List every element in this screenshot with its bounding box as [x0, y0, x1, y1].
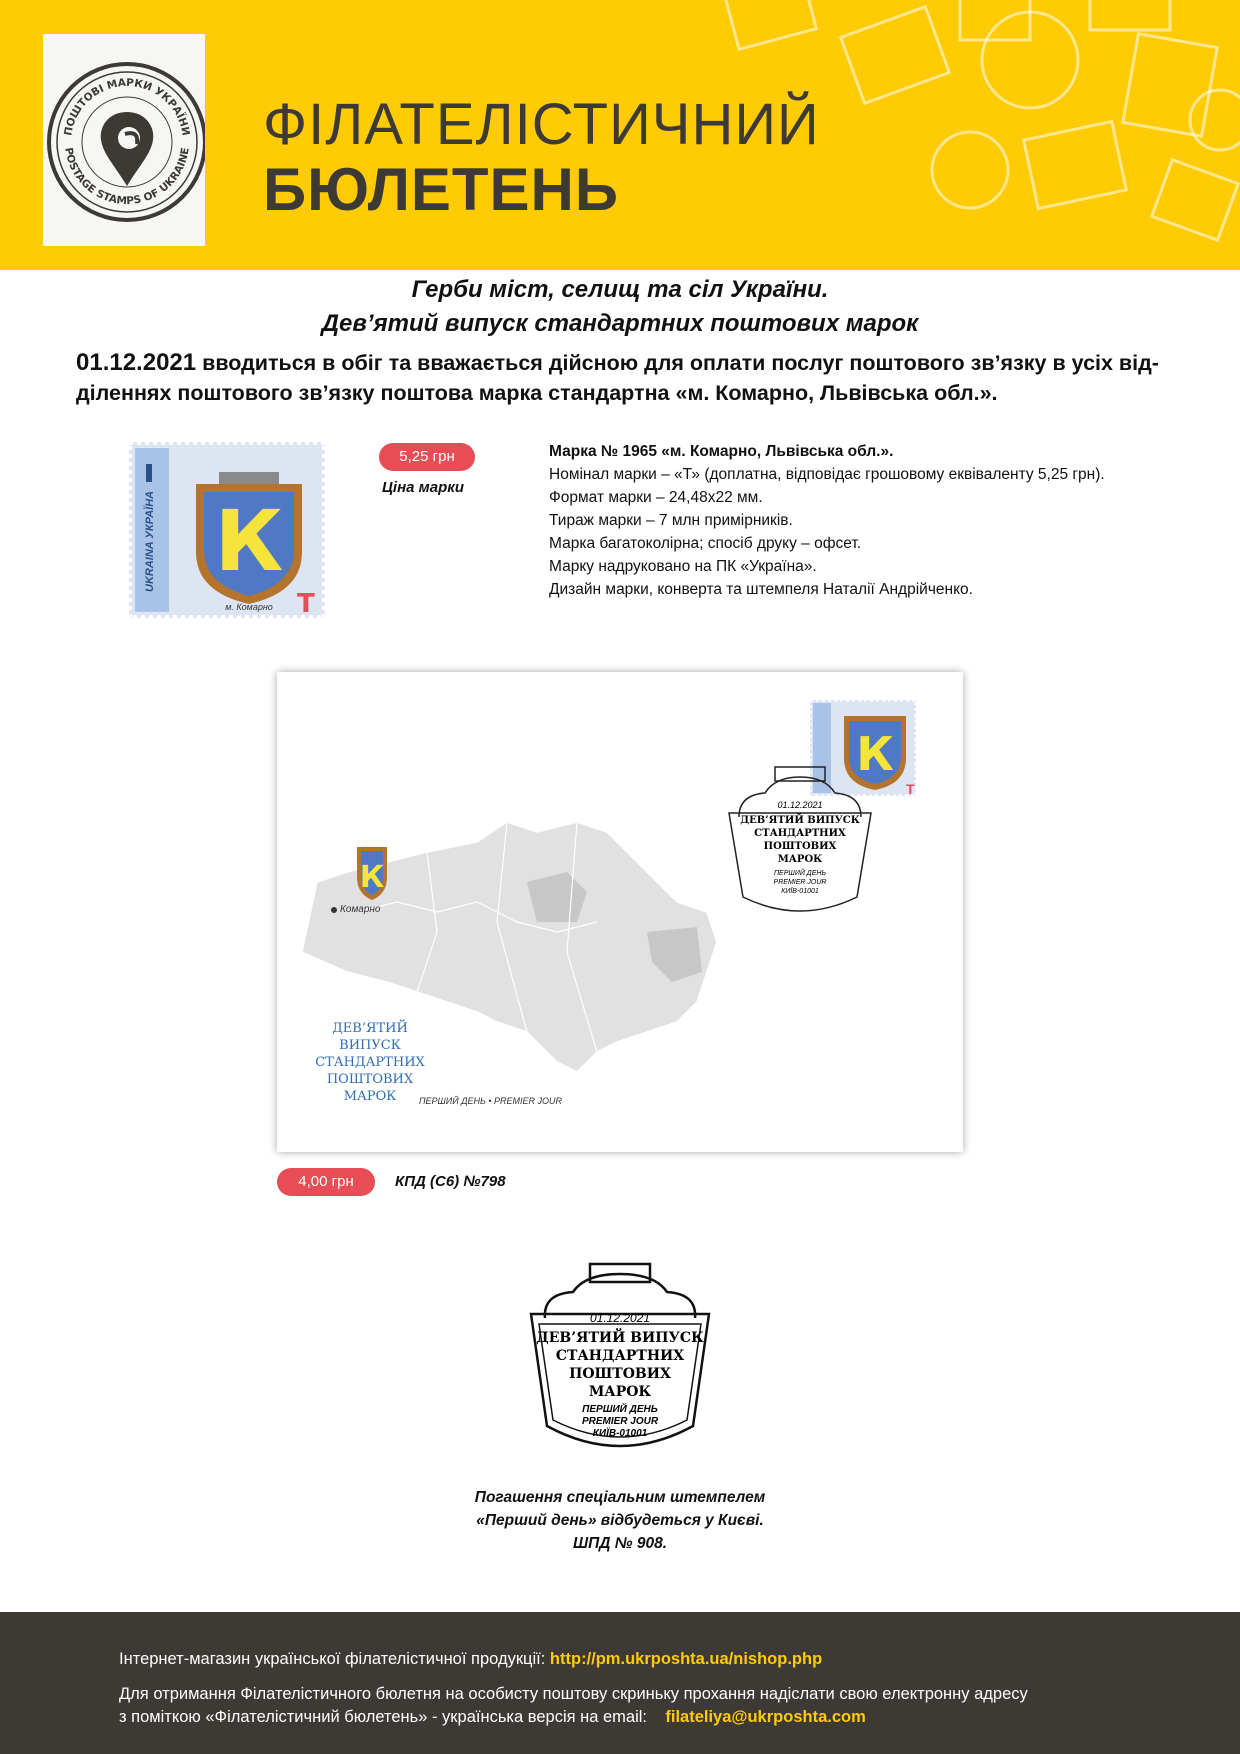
spec-line: Номінал марки – «Т» (доплатна, відповідає грошовому еквіваленту 5,25 грн). [549, 466, 1105, 483]
svg-text:КИЇВ-01001: КИЇВ-01001 [781, 888, 819, 895]
svg-text:01.12.2021: 01.12.2021 [777, 800, 823, 810]
spec-line: Формат марки – 24,48х22 мм. [549, 489, 763, 506]
spec-line: Дизайн марки, конверта та штемпеля Наталії Андрійченко. [549, 581, 973, 598]
shop-label: Інтернет-магазин української філателістичної продукції: [119, 1650, 550, 1668]
footer [0, 1612, 1240, 1754]
issue-line: ВИПУСК [339, 1038, 401, 1053]
svg-text:ДЕВ’ЯТИЙ ВИПУСК: ДЕВ’ЯТИЙ ВИПУСК [740, 815, 860, 826]
issue-line: ДЕВ’ЯТИЙ [332, 1021, 408, 1036]
headline-line1: Герби міст, селищ та сіл України. [411, 276, 829, 303]
intro-paragraph [76, 348, 1176, 408]
issue-line: МАРОК [343, 1089, 397, 1104]
svg-text:ПЕРШИЙ ДЕНЬ: ПЕРШИЙ ДЕНЬ [582, 1404, 658, 1415]
cancellation-line: «Перший день» відбудеться у Києві. [476, 1512, 764, 1529]
svg-text:К: К [856, 727, 894, 781]
spec-line: Марку надруковано на ПК «Україна». [549, 558, 817, 575]
svg-text:ПОШТОВИХ: ПОШТОВИХ [569, 1366, 671, 1382]
spec-line: Марка багатоколірна; спосіб друку – офсет. [549, 535, 862, 552]
cancellation-line: ШПД № 908. [572, 1535, 668, 1552]
stamp-price-badge: 5,25 грн [379, 443, 475, 471]
svg-text:ПЕРШИЙ ДЕНЬ: ПЕРШИЙ ДЕНЬ [773, 870, 827, 877]
first-day-cover [277, 672, 963, 1152]
map-city-label: Комарно [340, 904, 381, 915]
envelope-code: КПД (С6) №798 [395, 1173, 506, 1190]
svg-text:СТАНДАРТНИХ: СТАНДАРТНИХ [754, 828, 846, 839]
bulletin-title-line2: БЮЛЕТЕНЬ [263, 156, 619, 223]
svg-text:К: К [214, 492, 284, 590]
svg-text:ПОШТОВИХ: ПОШТОВИХ [763, 841, 837, 852]
cancellation-line: Погашення спеціальним штемпелем [474, 1489, 766, 1506]
footer-subscribe-line1: Для отримання Філателістичного бюлетня на особисту поштову скриньку прохання надіслати свою електронну адресу [119, 1685, 1028, 1703]
header-banner [0, 0, 1240, 270]
stamp-image [129, 442, 325, 618]
svg-text:МАРОК: МАРОК [588, 1384, 652, 1400]
issue-line: ПОШТОВИХ [326, 1072, 414, 1087]
svg-text:ПОШТОВІ МАРКИ УКРАЇНИ: ПОШТОВІ МАРКИ УКРАЇНИ [62, 76, 192, 137]
issue-date: 01.12.2021 [76, 349, 197, 376]
svg-text:Т: Т [297, 589, 315, 618]
first-day-postmark [525, 1262, 715, 1464]
svg-text:м. Комарно: м. Комарно [225, 602, 273, 612]
svg-text:Т: Т [906, 781, 915, 797]
postage-stamps-logo [43, 34, 205, 246]
issue-line: СТАНДАРТНИХ [315, 1055, 425, 1070]
svg-text:POSTAGE STAMPS OF UKRAINE: POSTAGE STAMPS OF UKRAINE [62, 146, 192, 208]
svg-text:UKRAINA УКРАЇНА: UKRAINA УКРАЇНА [144, 490, 156, 592]
envelope-issue-text [315, 1020, 425, 1105]
svg-text:01.12.2021: 01.12.2021 [589, 1311, 651, 1325]
envelope-price-badge: 4,00 грн [277, 1168, 375, 1196]
svg-text:ДЕВ’ЯТИЙ ВИПУСК: ДЕВ’ЯТИЙ ВИПУСК [536, 1330, 704, 1346]
cancellation-note [420, 1486, 820, 1555]
envelope-first-day: ПЕРШИЙ ДЕНЬ • PREMIER JOUR [419, 1096, 563, 1106]
spec-title: Марка № 1965 «м. Комарно, Львівська обл.». [549, 443, 894, 460]
bulletin-title-line1: ФІЛАТЕЛІСТИЧНИЙ [263, 92, 820, 157]
email-link[interactable]: filateliya@ukrposhta.com [665, 1708, 866, 1726]
subscribe-text: з поміткою «Філателістичний бюлетень» - українська версія на email: [119, 1708, 666, 1726]
svg-text:СТАНДАРТНИХ: СТАНДАРТНИХ [555, 1348, 685, 1364]
svg-text:КИЇВ-01001: КИЇВ-01001 [592, 1428, 648, 1439]
stamp-price-caption: Ціна марки [382, 479, 465, 496]
headline-line2: Дев’ятий випуск стандартних поштових марок [321, 310, 919, 337]
spec-line: Тираж марки – 7 млн примірників. [549, 512, 793, 529]
svg-text:МАРОК: МАРОК [777, 854, 823, 865]
footer-shop-line [119, 1650, 822, 1669]
footer-subscribe-line2 [119, 1708, 866, 1727]
svg-text:PREMIER JOUR: PREMIER JOUR [773, 879, 827, 886]
intro-text: вводиться в обіг та вважається дійсною для оплати послуг поштового зв’язку в усіх від-діленнях поштового зв’язку поштова марка стандартна «м. Комарно, Львівська обл.». [76, 351, 1159, 405]
shop-link[interactable]: http://pm.ukrposhta.ua/nishop.php [549, 1650, 823, 1668]
svg-text:PREMIER JOUR: PREMIER JOUR [581, 1416, 659, 1427]
logo-stamp [43, 34, 205, 246]
stamp-specifications [549, 440, 1189, 601]
svg-text:К: К [359, 860, 385, 895]
